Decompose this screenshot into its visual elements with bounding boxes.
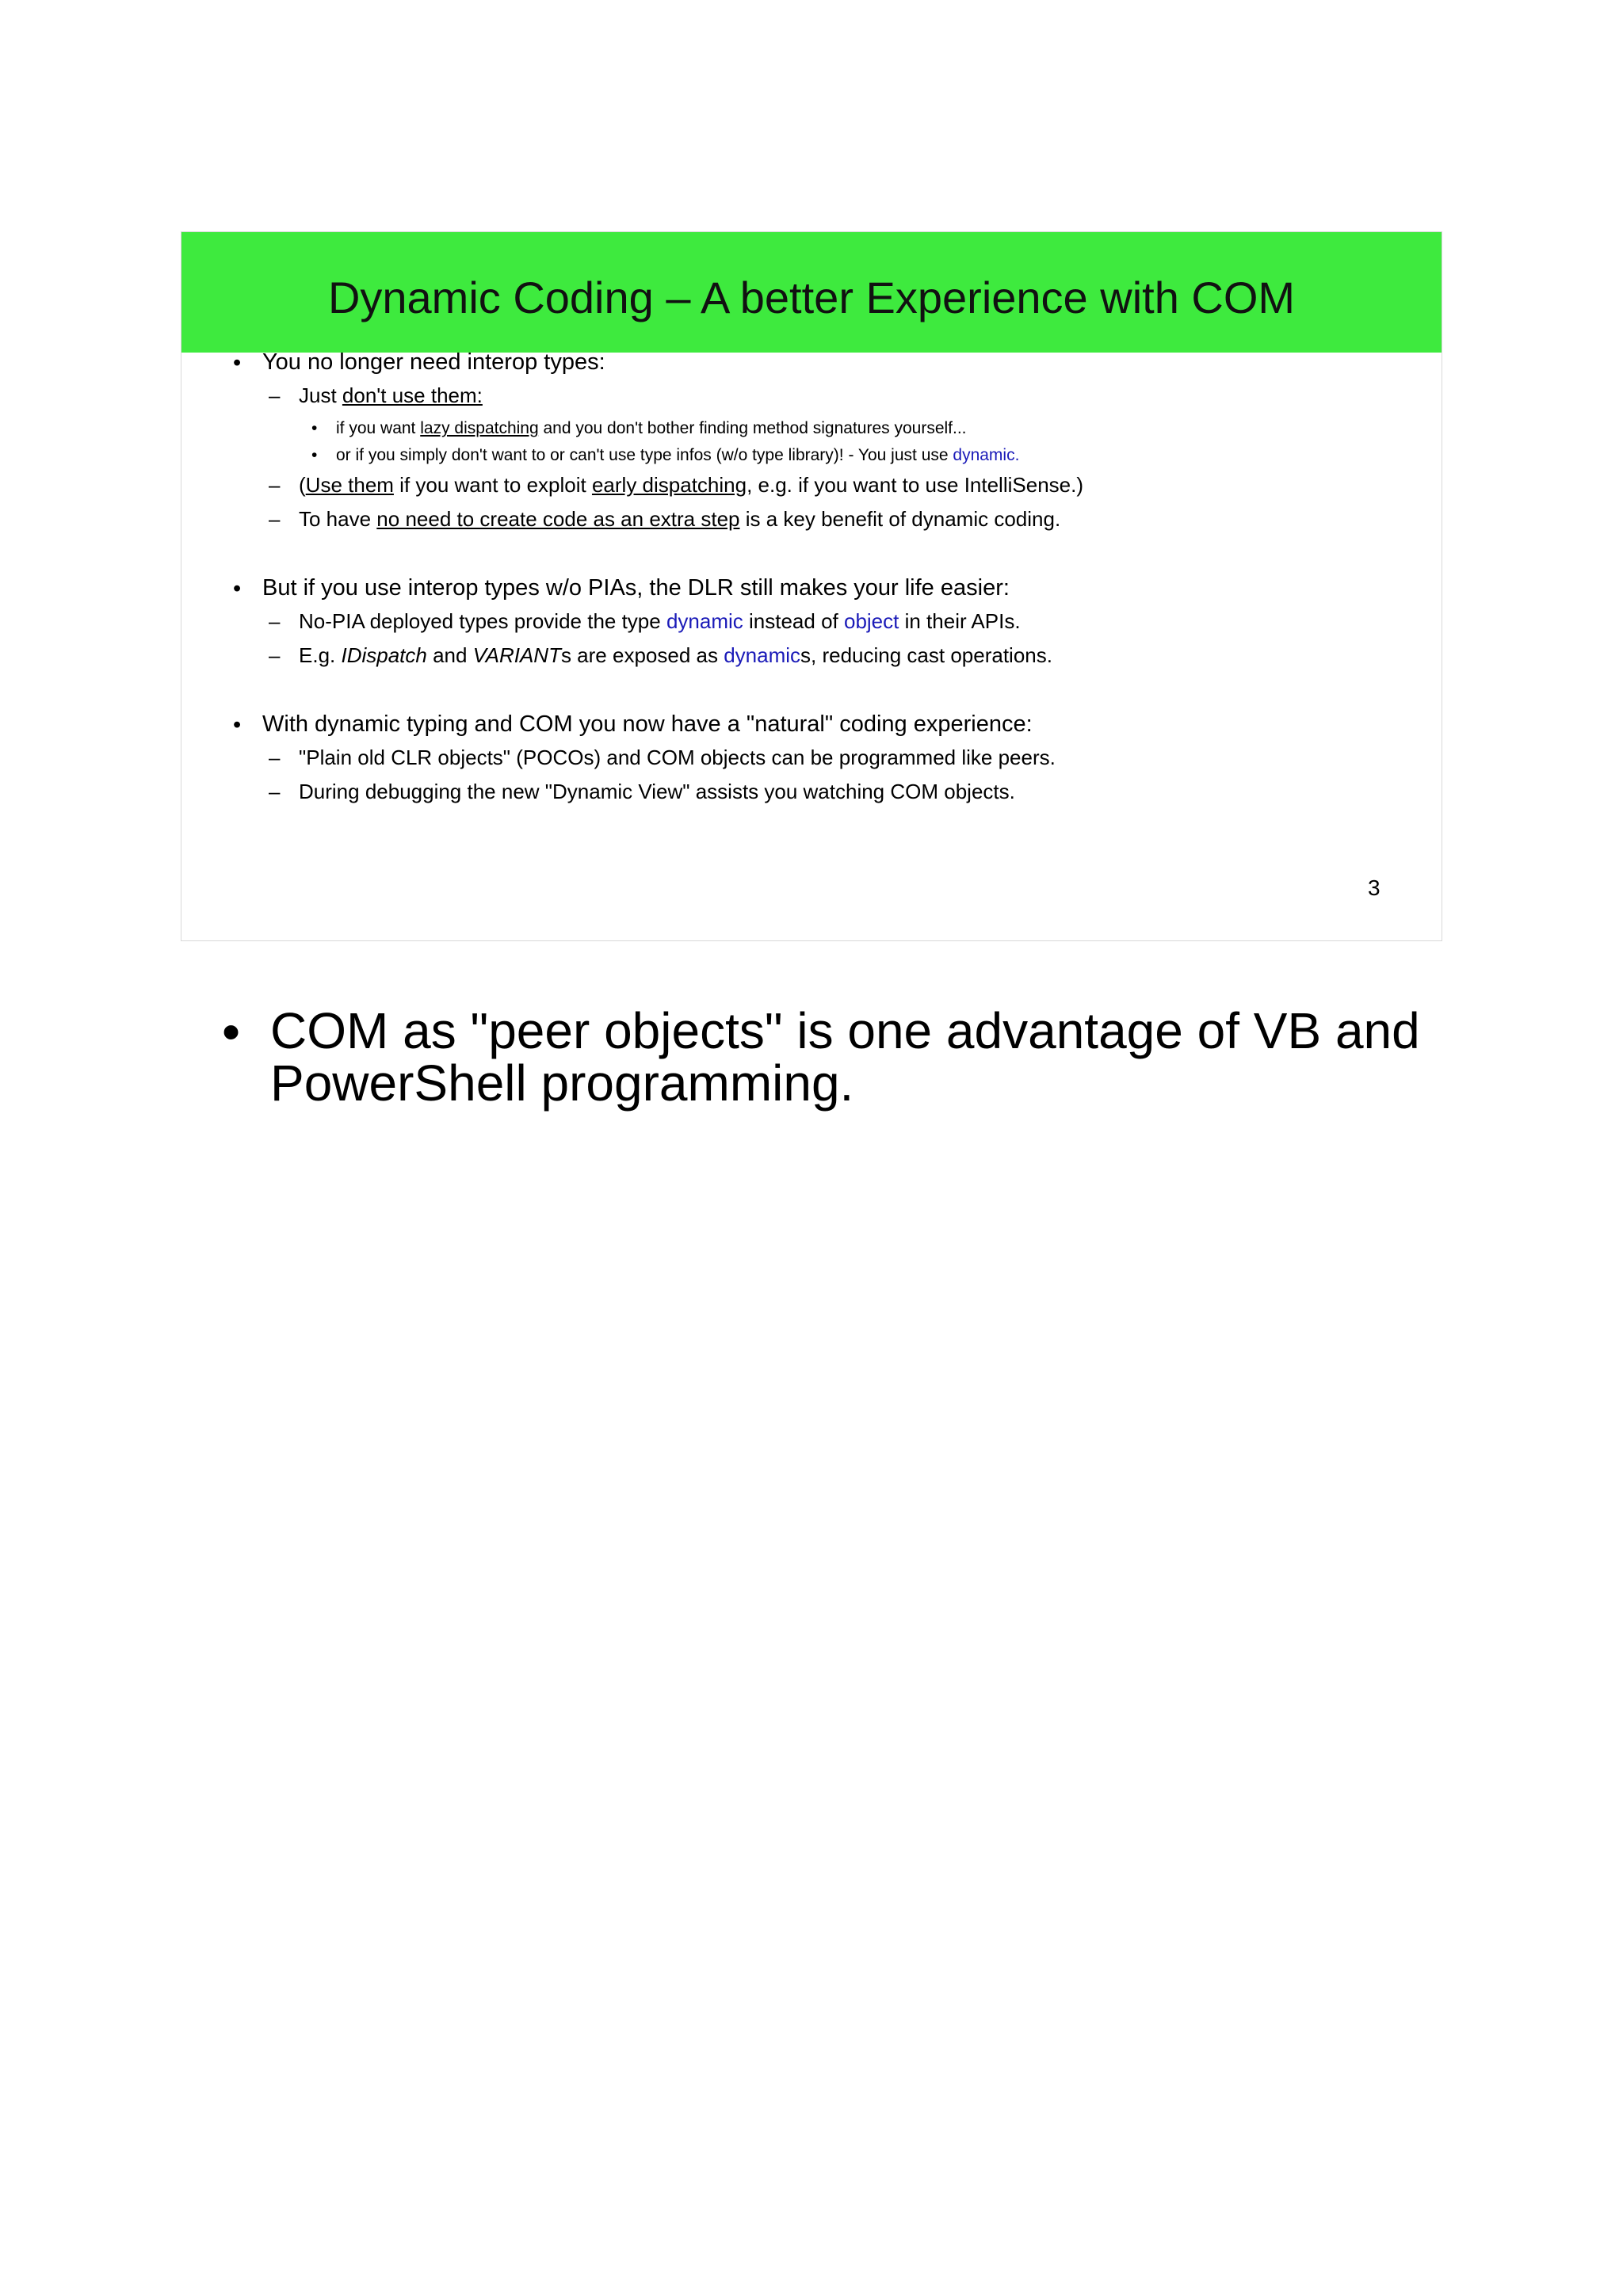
bullet-icon: •: [233, 350, 242, 376]
sub-bullet-dynamic-view: During debugging the new "Dynamic View" assists you watching COM objects.: [299, 780, 1015, 803]
title-bar: [181, 232, 1442, 353]
notes-bullet-icon: •: [222, 1002, 241, 1061]
dash-icon: –: [269, 780, 281, 803]
sub-bullet-use-them: (Use them if you want to exploit early dispatching, e.g. if you want to use IntelliSense.): [299, 473, 1083, 497]
sub-bullet-no-need: To have no need to create code as an extra step is a key benefit of dynamic coding.: [299, 507, 1061, 531]
bullet-icon: •: [311, 419, 318, 437]
dash-icon: –: [269, 643, 281, 667]
dash-icon: –: [269, 609, 281, 633]
page-number: 3: [1368, 875, 1381, 900]
bullet-natural-coding: With dynamic typing and COM you now have a "natural" coding experience:: [262, 711, 1033, 737]
sub-bullet-dont-use: Just don't use them:: [299, 383, 483, 407]
sub-bullet-idispatch: E.g. IDispatch and VARIANTs are exposed as dynamics, reducing cast operations.: [299, 643, 1052, 667]
bullet-interop-types: You no longer need interop types:: [262, 349, 605, 375]
bullet-icon: •: [311, 446, 318, 464]
speaker-notes-text: COM as "peer objects" is one advantage of VB and PowerShell programming.: [270, 1002, 1420, 1112]
bullet-icon: •: [233, 576, 242, 601]
slide-frame: [181, 231, 1442, 941]
dash-icon: –: [269, 746, 281, 769]
sub-sub-bullet-lazy: if you want lazy dispatching and you don't bother finding method signatures yourself...: [336, 419, 967, 437]
slide-title: Dynamic Coding – A better Experience with COM: [327, 272, 1296, 322]
bullet-icon: •: [233, 712, 242, 738]
bullet-no-pia: But if you use interop types w/o PIAs, the DLR still makes your life easier:: [262, 575, 1010, 601]
sub-sub-bullet-type-infos: or if you simply don't want to or can't use type infos (w/o type library)! - You just use dynamic.: [336, 446, 1020, 464]
sub-bullet-pocos: "Plain old CLR objects" (POCOs) and COM objects can be programmed like peers.: [299, 746, 1056, 769]
dash-icon: –: [269, 507, 281, 531]
dash-icon: –: [269, 473, 281, 497]
sub-bullet-dynamic-type: No-PIA deployed types provide the type dynamic instead of object in their APIs.: [299, 609, 1021, 633]
dash-icon: –: [269, 383, 281, 407]
